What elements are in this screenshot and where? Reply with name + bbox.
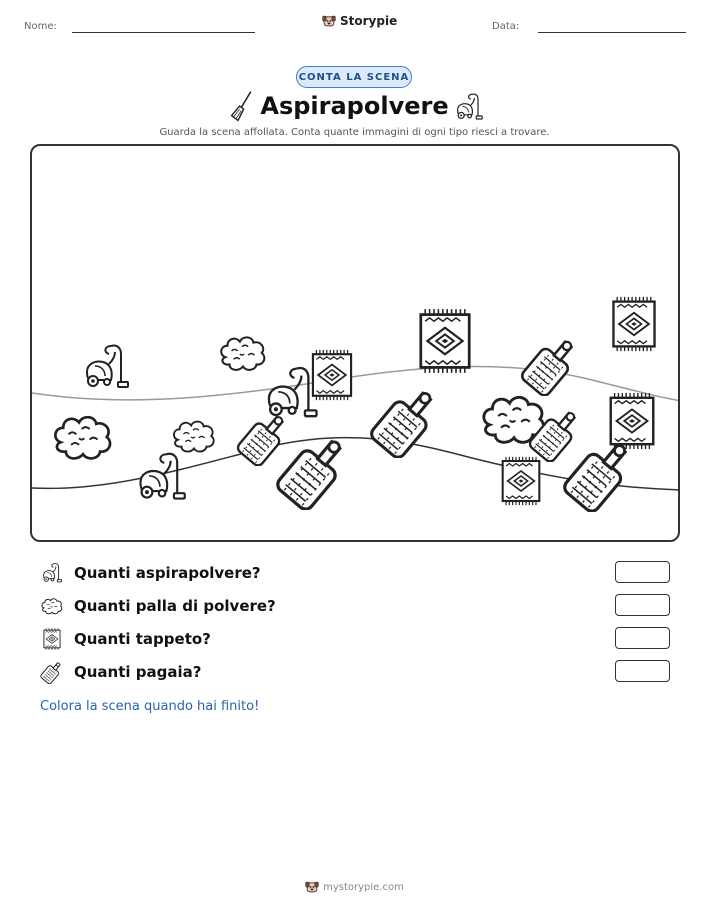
vacuum-icon <box>40 562 64 584</box>
paddle-icon[interactable] <box>236 408 292 467</box>
question-row-dust-ball <box>40 594 670 618</box>
question-row-paddle <box>40 660 670 684</box>
dust-ball-icon[interactable] <box>55 417 110 458</box>
paddle-icon[interactable] <box>275 430 354 513</box>
page-title: Aspirapolvere <box>260 92 449 120</box>
dust-ball-icon <box>40 596 64 616</box>
instruction-note: Colora la scena quando hai finito! <box>40 699 260 714</box>
name-label: Nome: <box>24 21 57 32</box>
rug-icon[interactable] <box>503 457 540 505</box>
page-footer <box>0 880 709 894</box>
vacuum-icon[interactable] <box>269 368 317 416</box>
brand-name: Storypie <box>340 14 398 28</box>
vacuum-icon[interactable] <box>140 454 184 499</box>
vacuum-icon[interactable] <box>87 345 128 387</box>
rug-icon[interactable] <box>613 297 654 351</box>
rug-icon[interactable] <box>313 350 351 400</box>
dust-ball-icon[interactable] <box>221 337 264 369</box>
answer-box[interactable] <box>615 627 670 649</box>
question-row-vacuum <box>40 561 670 585</box>
scene-canvas <box>32 146 680 542</box>
date-label: Data: <box>492 21 520 32</box>
page-subtitle: Guarda la scena affollata. Conta quante immagini di ogni tipo riesci a trovare. <box>159 127 550 138</box>
date-line[interactable] <box>538 32 686 33</box>
paddle-icon[interactable] <box>520 332 583 398</box>
question-text: Quanti palla di polvere? <box>74 597 276 615</box>
rug-icon <box>40 628 64 650</box>
question-text: Quanti tappeto? <box>74 630 211 648</box>
scene-hill-line <box>32 366 680 401</box>
rug-icon[interactable] <box>611 393 654 449</box>
counting-scene <box>30 144 680 542</box>
question-text: Quanti aspirapolvere? <box>74 564 261 582</box>
dog-logo-icon <box>305 880 319 894</box>
vacuum-title-icon <box>454 92 484 122</box>
answer-box[interactable] <box>615 561 670 583</box>
name-line[interactable] <box>72 32 255 33</box>
answer-box[interactable] <box>615 594 670 616</box>
section-badge: CONTA LA SCENA <box>296 66 412 88</box>
question-text: Quanti pagaia? <box>74 663 202 681</box>
dust-ball-icon[interactable] <box>174 422 214 452</box>
question-row-rug <box>40 627 670 651</box>
paddle-icon <box>40 660 64 684</box>
footer-url[interactable]: mystorypie.com <box>323 881 404 893</box>
rug-icon[interactable] <box>421 309 469 373</box>
answer-box[interactable] <box>615 660 670 682</box>
dog-logo-icon <box>322 14 336 28</box>
brand-logo <box>322 14 397 28</box>
